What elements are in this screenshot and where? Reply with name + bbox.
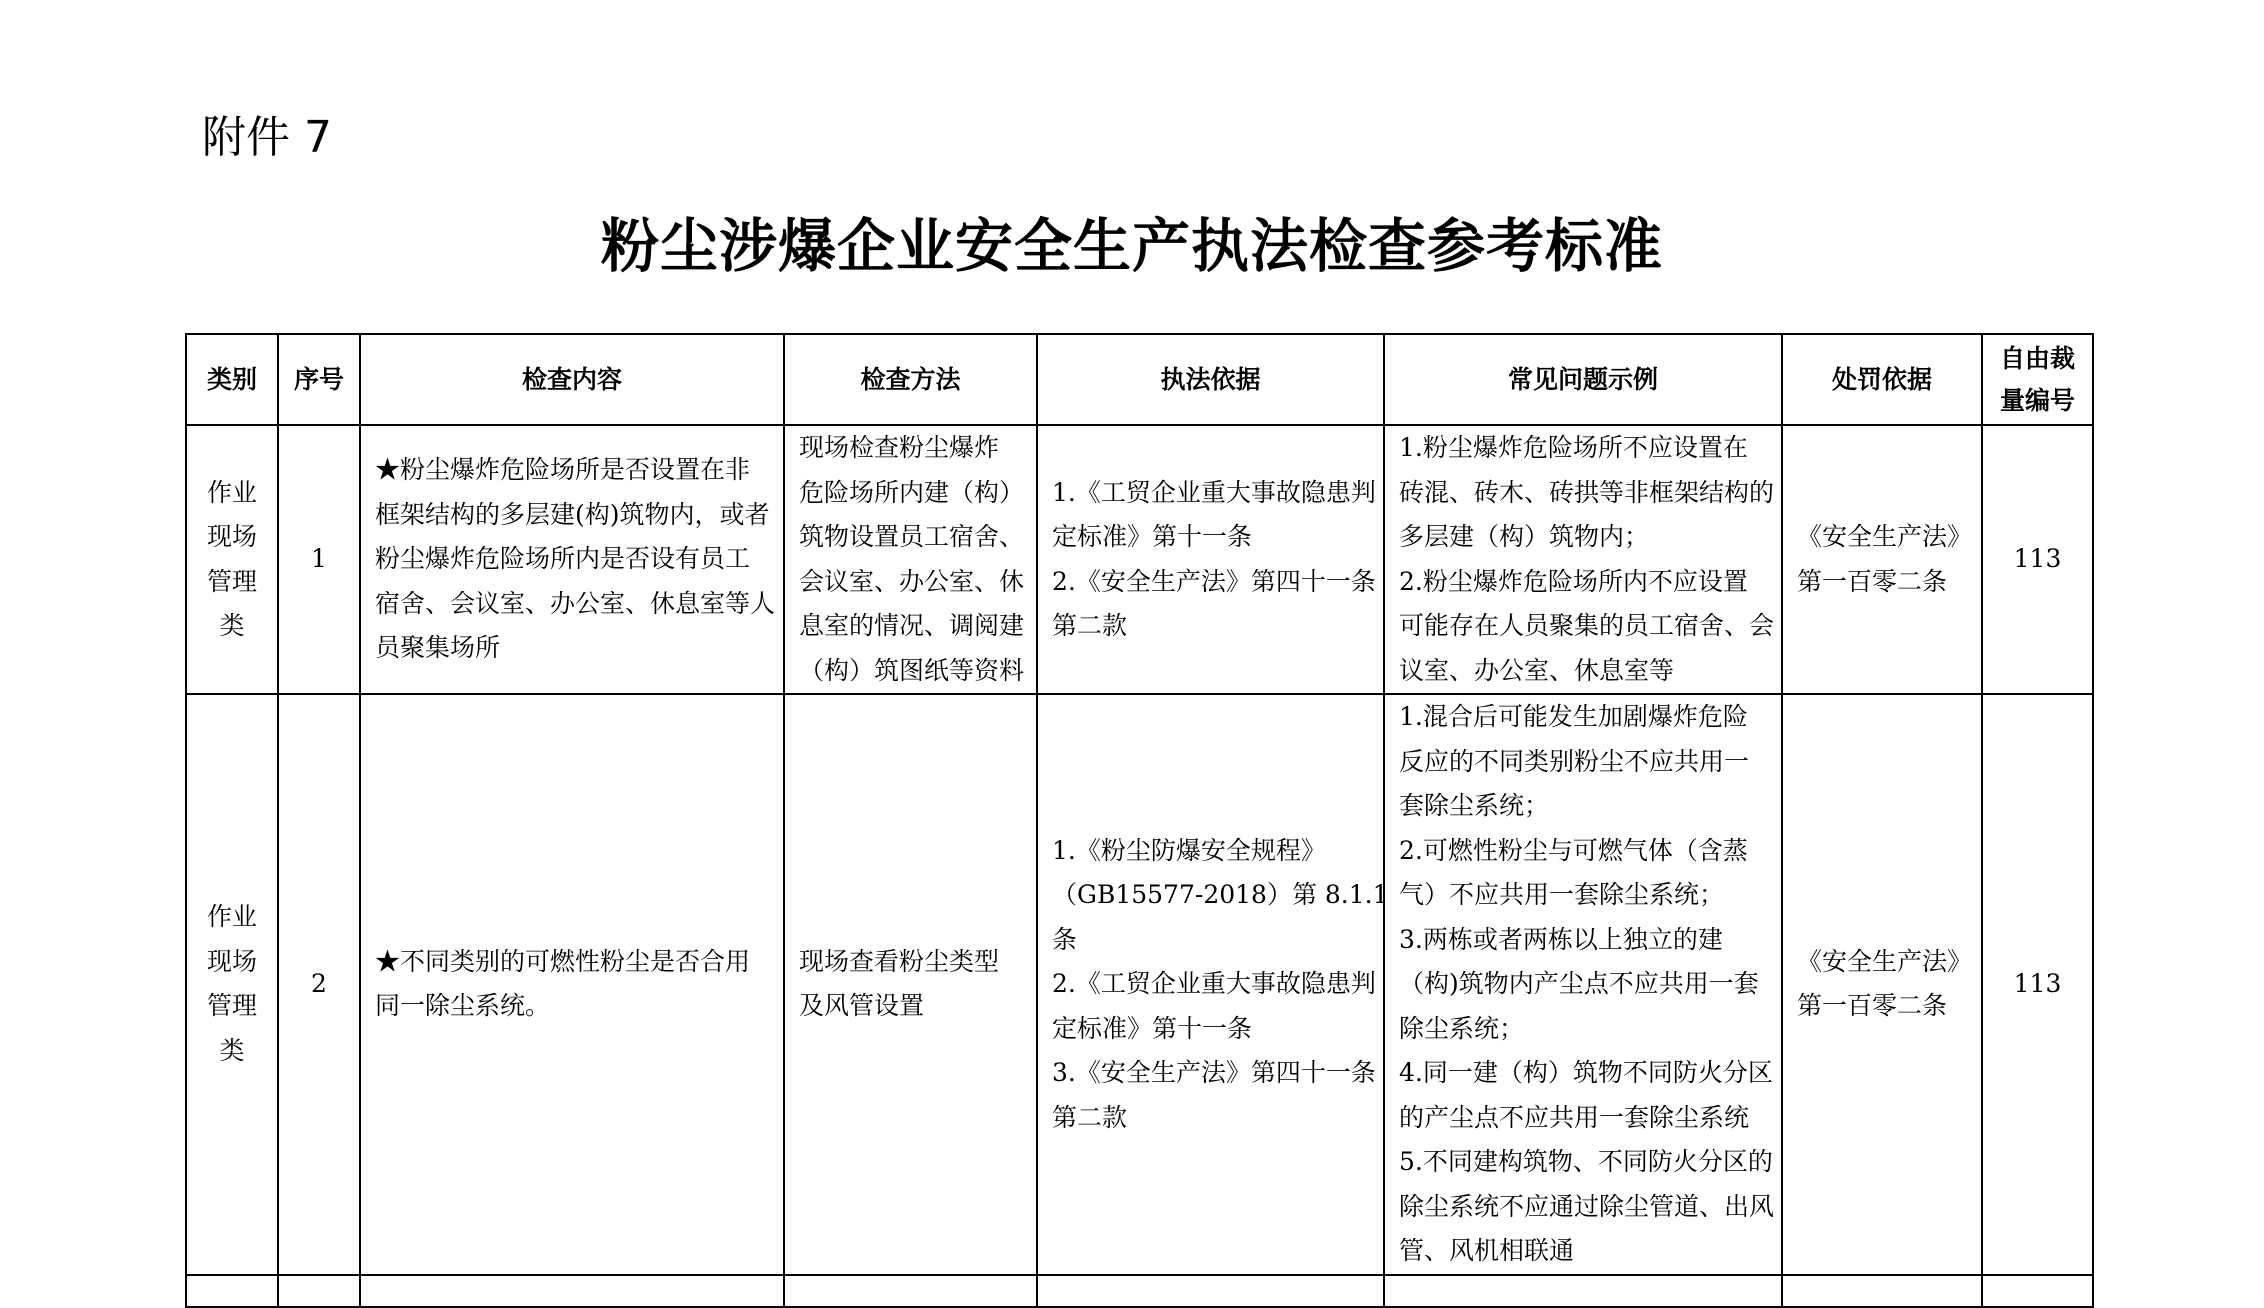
- problems-cell: [1384, 694, 1782, 1275]
- header-discretion-line: 量编号: [1999, 385, 2075, 415]
- basis-cell: [1037, 694, 1389, 1275]
- header-category: 类别: [186, 334, 278, 425]
- penalty-cell: [1782, 694, 1982, 1275]
- empty-cell: [1384, 1275, 1782, 1307]
- discretion-cell: 113: [1982, 694, 2093, 1275]
- problems-cell-line: 反应的不同类别粉尘不应共用一: [1399, 746, 1750, 776]
- method-cell-line: （构）筑图纸等资料: [799, 655, 1025, 685]
- problems-cell-line: 2.可燃性粉尘与可燃气体（含蒸: [1399, 835, 1748, 865]
- method-cell-line: 会议室、办公室、休: [799, 566, 1025, 596]
- empty-cell: [1037, 1275, 1384, 1307]
- basis-cell-line: 3.《安全生产法》第四十一条: [1052, 1058, 1376, 1087]
- basis-cell: [1037, 425, 1384, 694]
- document-title: 粉尘涉爆企业安全生产执法检查参考标准: [600, 212, 1663, 280]
- problems-cell-line: （构)筑物内产尘点不应共用一套: [1399, 969, 1759, 998]
- category-cell: [186, 694, 278, 1275]
- header-discretion: [1982, 334, 2093, 425]
- category-cell-line: 类: [219, 611, 245, 640]
- penalty-cell: [1782, 425, 1982, 694]
- basis-cell-line: 第二款: [1052, 1102, 1128, 1132]
- method-cell-line: 现场检查粉尘爆炸: [799, 433, 1000, 462]
- category-cell: [186, 425, 278, 694]
- problems-cell-line: 2.粉尘爆炸危险场所内不应设置: [1399, 566, 1748, 596]
- header-problems: 常见问题示例: [1384, 334, 1782, 425]
- problems-cell-line: 套除尘系统；: [1399, 791, 1550, 820]
- content-cell: [360, 694, 784, 1275]
- empty-cell: [278, 1275, 360, 1307]
- method-cell-line: 筑物设置员工宿舍、: [799, 522, 1025, 551]
- problems-cell-line: 可能存在人员聚集的员工宿舍、会: [1399, 611, 1775, 640]
- problems-cell-line: 除尘系统不应通过除尘管道、出风: [1399, 1191, 1775, 1221]
- problems-cell-line: 多层建（构）筑物内；: [1399, 522, 1650, 551]
- problems-cell-line: 1.混合后可能发生加剧爆炸危险: [1399, 702, 1748, 731]
- content-cell-line: ★不同类别的可燃性粉尘是否合用: [375, 946, 751, 976]
- method-cell: [784, 694, 1037, 1275]
- problems-cell-line: 1.粉尘爆炸危险场所不应设置在: [1399, 433, 1748, 462]
- header-seq: 序号: [278, 334, 360, 425]
- method-cell-line: 及风管设置: [799, 991, 925, 1021]
- content-cell: [360, 425, 784, 694]
- table-row: [186, 425, 2093, 694]
- header-penalty: 处罚依据: [1782, 334, 1982, 425]
- discretion-cell: 113: [1982, 425, 2093, 694]
- inspection-standards-table: [185, 333, 2094, 1308]
- penalty-cell-line: 《安全生产法》: [1797, 946, 1973, 976]
- method-cell-line: 息室的情况、调阅建: [799, 611, 1025, 640]
- problems-cell-line: 3.两栋或者两栋以上独立的建: [1399, 924, 1723, 954]
- method-cell-line: 现场查看粉尘类型: [799, 946, 1000, 976]
- penalty-cell-line: 第一百零二条: [1797, 566, 1948, 596]
- attachment-label: 附件 7: [202, 112, 332, 163]
- basis-cell-line: 定标准》第十一条: [1052, 1013, 1253, 1043]
- empty-cell: [360, 1275, 784, 1307]
- basis-cell-line: 定标准》第十一条: [1052, 522, 1253, 551]
- category-cell-line: 管理: [206, 991, 257, 1021]
- problems-cell-line: 的产尘点不应共用一套除尘系统: [1399, 1102, 1750, 1132]
- problems-cell-line: 气）不应共用一套除尘系统；: [1399, 880, 1725, 909]
- category-cell-line: 现场: [206, 946, 257, 976]
- basis-cell-line: （GB15577-2018）第 8.1.1: [1052, 880, 1389, 909]
- seq-cell: 2: [278, 694, 360, 1275]
- content-cell-line: 宿舍、会议室、办公室、休息室等人: [375, 588, 776, 618]
- content-cell-line: 同一除尘系统。: [375, 991, 551, 1021]
- seq-cell: 1: [278, 425, 360, 694]
- category-cell-line: 类: [219, 1035, 245, 1065]
- basis-cell-line: 2.《工贸企业重大事故隐患判: [1052, 969, 1376, 998]
- method-cell-line: 危险场所内建（构）: [799, 477, 1025, 507]
- category-cell-line: 作业: [206, 902, 257, 932]
- penalty-cell-line: 《安全生产法》: [1797, 522, 1973, 551]
- basis-cell-line: 第二款: [1052, 611, 1128, 640]
- table-header-row: [186, 334, 2093, 425]
- basis-cell-line: 2.《安全生产法》第四十一条: [1052, 566, 1376, 596]
- basis-cell-line: 条: [1052, 924, 1078, 954]
- table-row: [186, 1275, 2093, 1307]
- method-cell: [784, 425, 1037, 694]
- category-cell-line: 现场: [206, 522, 257, 551]
- problems-cell: [1384, 425, 1782, 694]
- basis-cell-line: 1.《粉尘防爆安全规程》: [1052, 835, 1326, 865]
- problems-cell-line: 5.不同建构筑物、不同防火分区的: [1399, 1147, 1773, 1176]
- problems-cell-line: 除尘系统；: [1399, 1013, 1525, 1043]
- table-row: [186, 694, 2093, 1275]
- problems-cell-line: 4.同一建（构）筑物不同防火分区: [1399, 1058, 1773, 1087]
- problems-cell-line: 管、风机相联通: [1399, 1236, 1575, 1265]
- content-cell-line: ★粉尘爆炸危险场所是否设置在非: [375, 455, 751, 485]
- basis-cell-line: 1.《工贸企业重大事故隐患判: [1052, 477, 1376, 507]
- empty-cell: [784, 1275, 1037, 1307]
- problems-cell-line: 议室、办公室、休息室等: [1399, 655, 1675, 685]
- category-cell-line: 管理: [206, 566, 257, 596]
- header-basis: 执法依据: [1037, 334, 1384, 425]
- content-cell-line: 粉尘爆炸危险场所内是否设有员工: [375, 544, 751, 574]
- header-discretion-line: 自由裁: [1999, 343, 2075, 373]
- empty-cell: [1982, 1275, 2093, 1307]
- penalty-cell-line: 第一百零二条: [1797, 991, 1948, 1021]
- content-cell-line: 框架结构的多层建(构)筑物内，或者: [375, 499, 770, 529]
- content-cell-line: 员聚集场所: [375, 633, 501, 663]
- problems-cell-line: 砖混、砖木、砖拱等非框架结构的: [1399, 477, 1775, 507]
- header-content: 检查内容: [360, 334, 784, 425]
- category-cell-line: 作业: [206, 477, 257, 507]
- empty-cell: [1782, 1275, 1982, 1307]
- empty-cell: [186, 1275, 278, 1307]
- header-method: 检查方法: [784, 334, 1037, 425]
